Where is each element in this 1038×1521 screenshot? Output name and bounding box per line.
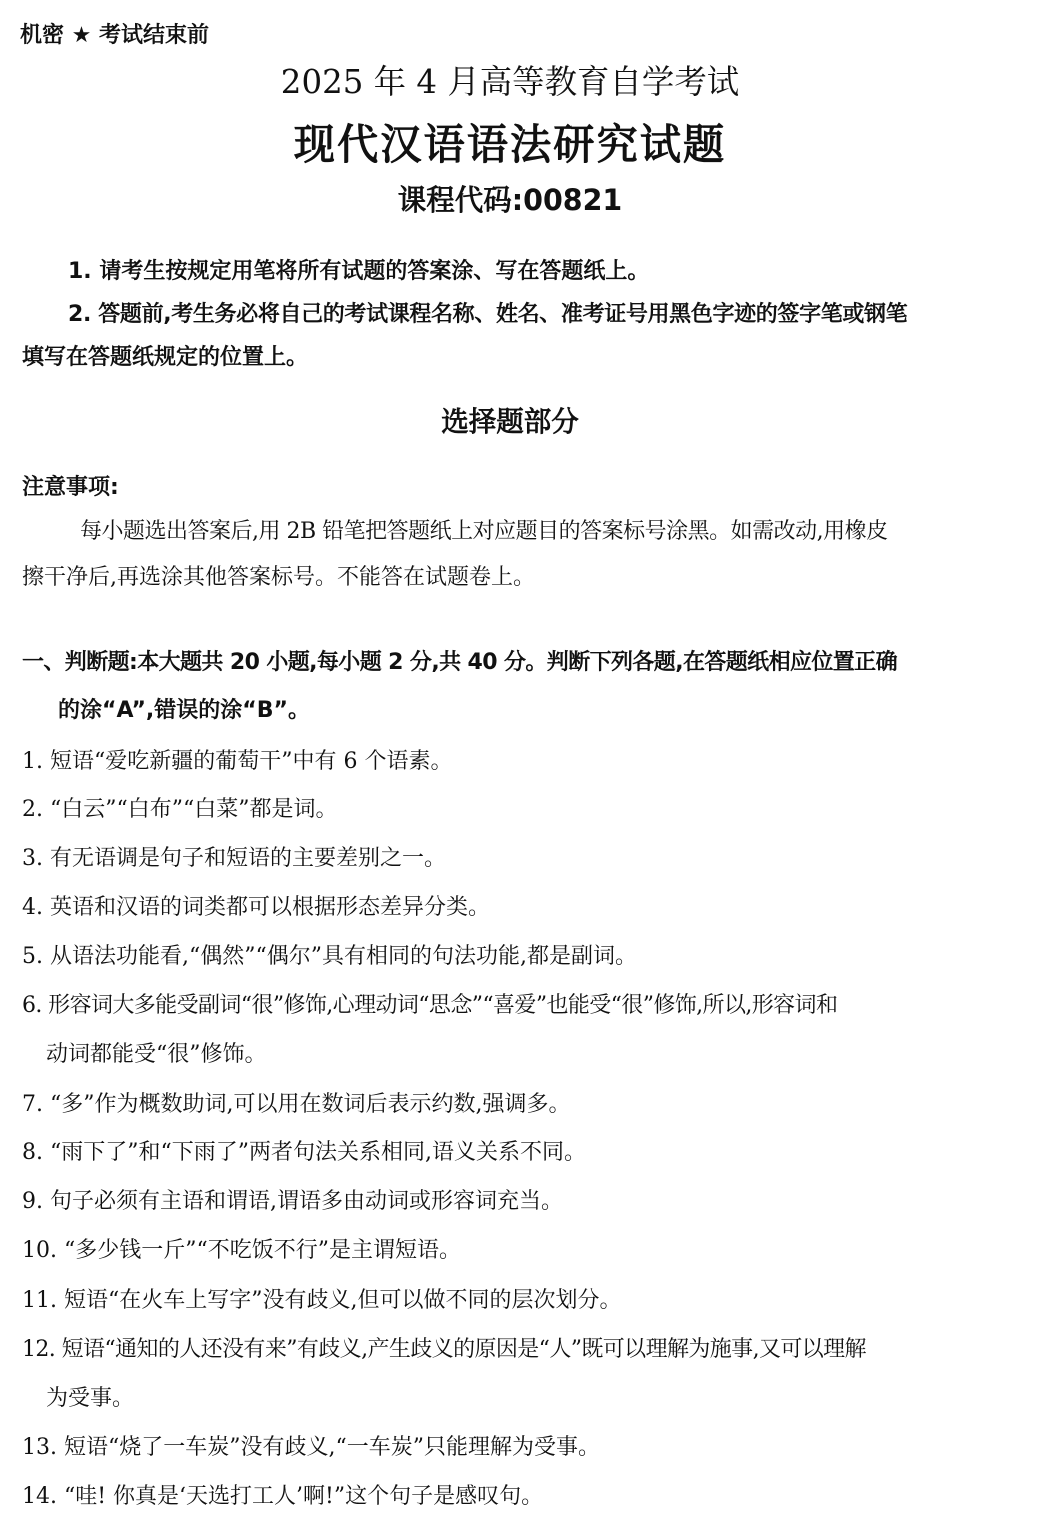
question-6-cont: 动词都能受“很”修饰。 [46, 1042, 267, 1067]
instruction-2: 2. 答题前,考生务必将自己的考试课程名称、姓名、准考证号用黑色字迹的签字笔或钢笔 [68, 302, 908, 327]
instruction-1: 1. 请考生按规定用笔将所有试题的答案涂、写在答题纸上。 [68, 259, 650, 284]
notice-label: 注意事项: [22, 475, 119, 500]
question-13: 13. 短语“烧了一车炭”没有歧义,“一车炭”只能理解为受事。 [22, 1435, 600, 1460]
question-8: 8. “雨下了”和“下雨了”两者句法关系相同,语义关系不同。 [22, 1140, 586, 1165]
question-1: 1. 短语“爱吃新疆的葡萄干”中有 6 个语素。 [22, 749, 453, 774]
section-title: 选择题部分 [441, 405, 579, 438]
question-2: 2. “白云”“白布”“白菜”都是词。 [22, 797, 338, 822]
course-code: 课程代码:00821 [397, 183, 623, 217]
question-10: 10. “多少钱一斤”“不吃饭不行”是主谓短语。 [22, 1238, 461, 1263]
instruction-2-cont: 填写在答题纸规定的位置上。 [22, 345, 309, 370]
question-5: 5. 从语法功能看,“偶然”“偶尔”具有相同的句法功能,都是副词。 [22, 944, 637, 969]
question-12-cont: 为受事。 [46, 1386, 135, 1411]
confidential-mark: 机密 ★ 考试结束前 [20, 23, 210, 48]
question-14: 14. “哇! 你真是‘天选打工人’啊!”这个句子是感叹句。 [22, 1484, 544, 1509]
notice-text-cont: 擦干净后,再选涂其他答案标号。不能答在试题卷上。 [22, 565, 535, 590]
part1-heading: 一、判断题:本大题共 20 小题,每小题 2 分,共 40 分。判断下列各题,在答题纸相应位置正确 [22, 650, 897, 675]
question-4: 4. 英语和汉语的词类都可以根据形态差异分类。 [22, 895, 490, 920]
question-11: 11. 短语“在火车上写字”没有歧义,但可以做不同的层次划分。 [22, 1288, 622, 1313]
exam-title: 2025 年 4 月高等教育自学考试 [280, 62, 740, 101]
notice-text: 每小题选出答案后,用 2B 铅笔把答题纸上对应题目的答案标号涂黑。如需改动,用橡皮 [80, 519, 888, 544]
question-7: 7. “多”作为概数助词,可以用在数词后表示约数,强调多。 [22, 1092, 571, 1117]
question-12: 12. 短语“通知的人还没有来”有歧义,产生歧义的原因是“人”既可以理解为施事,又可以理解 [22, 1337, 866, 1362]
part1-heading-cont: 的涂“A”,错误的涂“B”。 [58, 698, 310, 723]
question-6: 6. 形容词大多能受副词“很”修饰,心理动词“思念”“喜爱”也能受“很”修饰,所以,形容词和 [22, 993, 838, 1018]
question-3: 3. 有无语调是句子和短语的主要差别之一。 [22, 846, 446, 871]
subject-title: 现代汉语语法研究试题 [293, 120, 727, 169]
question-9: 9. 句子必须有主语和谓语,谓语多由动词或形容词充当。 [22, 1189, 563, 1214]
